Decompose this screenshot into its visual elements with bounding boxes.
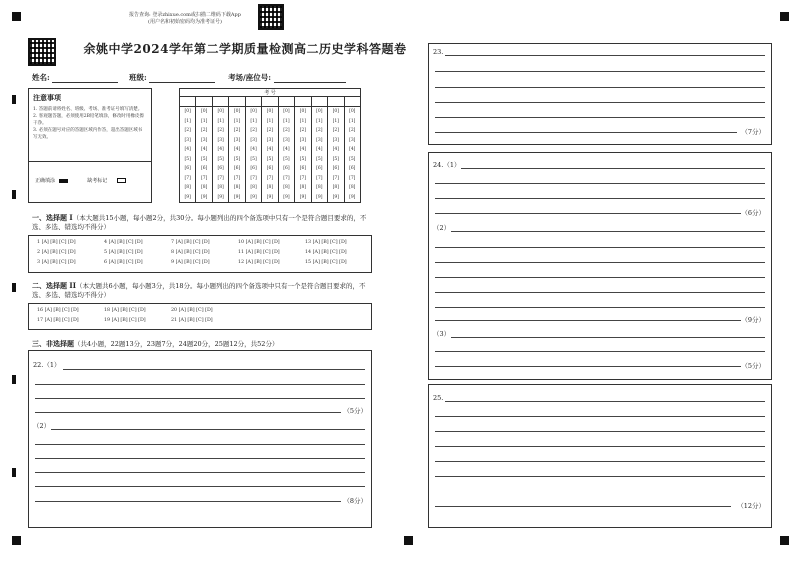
exam-digit-bubble[interactable]: [3]: [200, 137, 208, 143]
exam-digit-bubble[interactable]: [1]: [332, 118, 339, 124]
exam-digit-bubble[interactable]: [5]: [332, 156, 339, 162]
exam-digit-bubble[interactable]: [9]: [349, 194, 356, 200]
exam-digit-column: [180, 97, 196, 202]
exam-digit-bubble[interactable]: [4]: [184, 147, 191, 152]
corner-mark-bottom-center: [404, 536, 413, 545]
choice-question[interactable]: 10 [A] [B] [C] [D]: [238, 240, 280, 245]
exam-digit-write-cell[interactable]: [328, 98, 343, 107]
seat-field[interactable]: [274, 74, 346, 83]
exam-number-grid: [179, 88, 361, 203]
exam-digit-bubble[interactable]: [6]: [349, 166, 356, 171]
q23-label: 23.: [433, 48, 444, 56]
exam-digit-bubble[interactable]: [0]: [266, 109, 274, 114]
choice-question[interactable]: 5 [A] [B] [C] [D]: [104, 250, 143, 255]
q24-part2-score: （9分）: [741, 316, 765, 324]
exam-digit-bubble[interactable]: [1]: [266, 118, 274, 124]
exam-digit-bubble[interactable]: [6]: [332, 166, 339, 171]
exam-digit-bubble[interactable]: [8]: [283, 185, 290, 190]
section2-title: 二、选择题 II: [32, 281, 76, 290]
corner-mark-bottom-left: [12, 536, 21, 545]
section2-desc: （本大题共6小题，每小题3分，共18分。每小题列出的四个备选项中只有一个是符合题目要求的，不选、多选、错选均不得分）: [32, 282, 366, 299]
exam-digit-write-cell[interactable]: [279, 98, 294, 107]
exam-digit-bubble[interactable]: [3]: [332, 137, 339, 143]
section3-heading: [32, 339, 370, 349]
exam-digit-column: [229, 97, 245, 202]
choice-question[interactable]: 2 [A] [B] [C] [D]: [37, 250, 76, 255]
exam-digit-bubble[interactable]: [1]: [299, 118, 307, 124]
exam-digit-bubble[interactable]: [4]: [283, 147, 290, 152]
exam-digit-bubble[interactable]: [0]: [316, 109, 323, 114]
exam-digit-bubble[interactable]: [9]: [217, 194, 224, 200]
exam-digit-bubble[interactable]: [2]: [266, 128, 274, 133]
exam-digit-bubble[interactable]: [0]: [217, 109, 224, 114]
q24-answer-box[interactable]: [428, 152, 772, 380]
choice-question[interactable]: 19 [A] [B] [C] [D]: [104, 318, 146, 323]
exam-digit-bubble[interactable]: [9]: [266, 194, 274, 200]
exam-digit-bubble[interactable]: [4]: [200, 147, 208, 152]
side-mark: [12, 95, 16, 104]
option-row: [37, 306, 371, 316]
report-notice: [110, 12, 260, 26]
choice-question[interactable]: 21 [A] [B] [C] [D]: [171, 318, 213, 323]
exam-digit-column: [328, 97, 344, 202]
class-field[interactable]: [149, 74, 215, 83]
choice-question[interactable]: 4 [A] [B] [C] [D]: [104, 240, 143, 245]
student-info-row: [32, 72, 346, 83]
exam-digit-column: [246, 97, 262, 202]
exam-digit-write-cell[interactable]: [312, 98, 327, 107]
exam-digit-bubble[interactable]: [6]: [266, 166, 274, 171]
exam-digit-bubble[interactable]: [0]: [233, 109, 241, 114]
name-field[interactable]: [52, 74, 118, 83]
exam-digit-bubble[interactable]: [2]: [349, 128, 356, 133]
exam-digit-write-cell[interactable]: [213, 98, 228, 107]
exam-digit-bubble[interactable]: [1]: [316, 118, 323, 124]
option-row: [37, 316, 371, 326]
exam-digit-column: [279, 97, 295, 202]
exam-digit-bubble[interactable]: [8]: [184, 185, 191, 190]
seat-label: 考场/座位号:: [228, 73, 272, 82]
exam-digit-bubble[interactable]: [2]: [184, 128, 191, 133]
exam-digit-column: [196, 97, 212, 202]
q23-answer-box[interactable]: [428, 43, 772, 145]
exam-digit-bubble[interactable]: [1]: [250, 118, 257, 124]
choice-question[interactable]: 1 [A] [B] [C] [D]: [37, 240, 76, 245]
exam-digit-bubble[interactable]: [7]: [349, 175, 356, 181]
exam-digit-bubble[interactable]: [2]: [217, 128, 224, 133]
absent-mark-box[interactable]: [117, 178, 126, 183]
exam-digit-bubble[interactable]: [4]: [349, 147, 356, 152]
student-qr-code: [28, 38, 56, 66]
exam-digit-bubble[interactable]: [0]: [283, 109, 290, 114]
exam-digit-bubble[interactable]: [8]: [299, 185, 307, 190]
exam-digit-bubble[interactable]: [7]: [217, 175, 224, 181]
exam-digit-bubble[interactable]: [3]: [349, 137, 356, 143]
class-label: 班级:: [129, 73, 147, 82]
choice-question[interactable]: 14 [A] [B] [C] [D]: [305, 250, 347, 255]
exam-digit-bubble[interactable]: [6]: [233, 166, 241, 171]
exam-digit-bubble[interactable]: [2]: [332, 128, 339, 133]
option-row: [37, 238, 371, 248]
side-mark: [12, 190, 16, 199]
exam-digit-bubble[interactable]: [6]: [200, 166, 208, 171]
exam-digit-bubble[interactable]: [4]: [266, 147, 274, 152]
notes-item: 2. 客观题答题，必须使用2B铅笔填涂，修改时用橡皮擦干净。: [33, 114, 144, 126]
choice-question[interactable]: 8 [A] [B] [C] [D]: [171, 250, 210, 255]
q23-score: （7分）: [741, 128, 765, 136]
exam-digit-bubble[interactable]: [9]: [200, 194, 208, 200]
exam-digit-bubble[interactable]: [5]: [250, 156, 257, 162]
exam-digit-write-cell[interactable]: [345, 98, 360, 107]
notice-line-1: 报告查询: 登录zhixue.com或扫描二维码下载App: [129, 12, 241, 18]
exam-digit-bubble[interactable]: [5]: [299, 156, 307, 162]
exam-digit-bubble[interactable]: [5]: [200, 156, 208, 162]
q22-part2-label: （2）: [33, 422, 51, 430]
exam-digit-write-cell[interactable]: [229, 98, 244, 107]
exam-digit-column: [262, 97, 278, 202]
section1-title: 一、选择题 I: [32, 213, 73, 222]
exam-digit-bubble[interactable]: [1]: [217, 118, 224, 124]
corner-mark-bottom-right: [780, 536, 789, 545]
exam-digit-bubble[interactable]: [8]: [217, 185, 224, 190]
exam-digit-bubble[interactable]: [6]: [283, 166, 290, 171]
exam-digit-bubble[interactable]: [0]: [299, 109, 307, 114]
notice-line-2: (用户名和初始密码均为准考证号): [148, 19, 222, 25]
exam-digit-bubble[interactable]: [1]: [233, 118, 241, 124]
exam-digit-bubble[interactable]: [9]: [283, 194, 290, 200]
exam-digit-bubble[interactable]: [2]: [316, 128, 323, 133]
exam-digit-bubble[interactable]: [4]: [316, 147, 323, 152]
exam-digit-column: [345, 97, 360, 202]
choice-question[interactable]: 18 [A] [B] [C] [D]: [104, 308, 146, 313]
exam-digit-bubble[interactable]: [9]: [233, 194, 241, 200]
exam-digit-bubble[interactable]: [9]: [316, 194, 323, 200]
q24-label: 24.（1）: [433, 161, 461, 169]
fill-example: [35, 177, 126, 185]
exam-digit-bubble[interactable]: [3]: [283, 137, 290, 143]
choice-question[interactable]: 11 [A] [B] [C] [D]: [238, 250, 280, 255]
exam-digit-bubble[interactable]: [9]: [332, 194, 339, 200]
exam-digit-bubble[interactable]: [7]: [283, 175, 290, 181]
exam-digit-write-cell[interactable]: [246, 98, 261, 107]
exam-digit-bubble[interactable]: [5]: [217, 156, 224, 162]
exam-digit-bubble[interactable]: [5]: [349, 156, 356, 162]
correct-fill-label: 正确填涂: [35, 178, 56, 184]
exam-digit-bubble[interactable]: [7]: [316, 175, 323, 181]
exam-number-header: 考 号: [180, 89, 360, 97]
section3-desc: （共4小题，22题13分，23题7分，24题20分，25题12分，共52分）: [74, 340, 279, 348]
exam-digit-bubble[interactable]: [1]: [349, 118, 356, 124]
exam-digit-bubble[interactable]: [4]: [299, 147, 307, 152]
exam-digit-bubble[interactable]: [8]: [349, 185, 356, 190]
exam-digit-bubble[interactable]: [6]: [217, 166, 224, 171]
exam-digit-bubble[interactable]: [7]: [266, 175, 274, 181]
q22-answer-box[interactable]: [28, 350, 372, 528]
exam-digit-column: [213, 97, 229, 202]
exam-digit-bubble[interactable]: [4]: [332, 147, 339, 152]
notes-title: 注意事项: [33, 93, 61, 102]
correct-fill-sample: [59, 179, 68, 183]
exam-digit-bubble[interactable]: [2]: [233, 128, 241, 133]
exam-digit-bubble[interactable]: [5]: [266, 156, 274, 162]
notes-item: 3. 必须在题号对应的答题区域内作答，超出答题区域书写无效。: [33, 128, 143, 140]
page-title: 余姚中学2024学年第二学期质量检测高二历史学科答题卷: [83, 42, 407, 56]
exam-digit-write-cell[interactable]: [295, 98, 310, 107]
exam-number-digits: [180, 97, 360, 202]
q25-label: 25.: [433, 394, 444, 402]
choice-question[interactable]: 9 [A] [B] [C] [D]: [171, 260, 210, 265]
choice-question[interactable]: 3 [A] [B] [C] [D]: [37, 260, 76, 265]
exam-digit-bubble[interactable]: [5]: [184, 156, 191, 162]
exam-digit-bubble[interactable]: [6]: [299, 166, 307, 171]
exam-digit-bubble[interactable]: [6]: [250, 166, 257, 171]
exam-digit-bubble[interactable]: [3]: [299, 137, 307, 143]
q22-label: 22.（1）: [33, 361, 61, 369]
q25-score: （12分）: [737, 502, 765, 510]
notes-box: [28, 88, 152, 203]
exam-digit-bubble[interactable]: [3]: [266, 137, 274, 143]
exam-digit-bubble[interactable]: [5]: [283, 156, 290, 162]
option-row: [37, 258, 371, 268]
side-mark: [12, 283, 16, 292]
q22-part2-score: （8分）: [343, 497, 367, 505]
q24-part3-label: （3）: [433, 330, 451, 338]
exam-digit-bubble[interactable]: [8]: [233, 185, 241, 190]
choice-question[interactable]: 12 [A] [B] [C] [D]: [238, 260, 280, 265]
exam-digit-bubble[interactable]: [0]: [200, 109, 208, 114]
exam-digit-bubble[interactable]: [0]: [250, 109, 257, 114]
exam-digit-bubble[interactable]: [0]: [349, 109, 356, 114]
corner-mark-top-right: [780, 12, 789, 21]
q24-part1-score: （6分）: [741, 209, 765, 217]
exam-digit-bubble[interactable]: [4]: [250, 147, 257, 152]
exam-digit-bubble[interactable]: [8]: [266, 185, 274, 190]
absent-mark-label: 缺考标记: [87, 178, 108, 184]
choice-question[interactable]: 16 [A] [B] [C] [D]: [37, 308, 79, 313]
exam-digit-bubble[interactable]: [9]: [299, 194, 307, 200]
exam-digit-bubble[interactable]: [3]: [184, 137, 191, 143]
exam-digit-bubble[interactable]: [2]: [283, 128, 290, 133]
exam-digit-bubble[interactable]: [7]: [299, 175, 307, 181]
choice-question[interactable]: 7 [A] [B] [C] [D]: [171, 240, 210, 245]
exam-digit-bubble[interactable]: [6]: [184, 166, 191, 171]
exam-digit-bubble[interactable]: [0]: [332, 109, 339, 114]
exam-digit-bubble[interactable]: [3]: [316, 137, 323, 143]
notes-item: 1. 答题前请将姓名、班级、考场、准考证号填写清楚。: [33, 107, 143, 112]
exam-digit-bubble[interactable]: [4]: [233, 147, 241, 152]
choice-question[interactable]: 6 [A] [B] [C] [D]: [104, 260, 143, 265]
exam-digit-bubble[interactable]: [9]: [184, 194, 191, 200]
choice-question[interactable]: 13 [A] [B] [C] [D]: [305, 240, 347, 245]
exam-digit-bubble[interactable]: [6]: [316, 166, 323, 171]
exam-digit-bubble[interactable]: [2]: [200, 128, 208, 133]
exam-digit-write-cell[interactable]: [196, 98, 211, 107]
exam-digit-bubble[interactable]: [1]: [200, 118, 208, 124]
corner-mark-top-left: [12, 12, 21, 21]
exam-digit-bubble[interactable]: [7]: [233, 175, 241, 181]
section2-options: [28, 303, 372, 330]
choice-question[interactable]: 17 [A] [B] [C] [D]: [37, 318, 79, 323]
option-row: [37, 248, 371, 258]
exam-digit-bubble[interactable]: [2]: [299, 128, 307, 133]
app-qr-code: [258, 4, 284, 30]
exam-digit-bubble[interactable]: [0]: [184, 109, 191, 114]
choice-question[interactable]: 20 [A] [B] [C] [D]: [171, 308, 213, 313]
exam-digit-bubble[interactable]: [3]: [217, 137, 224, 143]
exam-digit-column: [312, 97, 328, 202]
exam-digit-bubble[interactable]: [2]: [250, 128, 257, 133]
exam-digit-bubble[interactable]: [3]: [233, 137, 241, 143]
q25-answer-box[interactable]: [428, 384, 772, 528]
exam-digit-bubble[interactable]: [7]: [200, 175, 208, 181]
section2-heading: [32, 281, 370, 300]
exam-digit-bubble[interactable]: [7]: [184, 175, 191, 181]
exam-digit-bubble[interactable]: [1]: [283, 118, 290, 124]
exam-digit-column: [295, 97, 311, 202]
exam-digit-bubble[interactable]: [5]: [316, 156, 323, 162]
name-label: 姓名:: [32, 73, 50, 82]
q24-part3-score: （5分）: [741, 362, 765, 370]
side-mark: [12, 375, 16, 384]
q22-part1-score: （5分）: [343, 407, 367, 415]
exam-digit-bubble[interactable]: [8]: [332, 185, 339, 190]
exam-digit-write-cell[interactable]: [262, 98, 277, 107]
q24-part2-label: （2）: [433, 224, 451, 232]
exam-digit-bubble[interactable]: [8]: [316, 185, 323, 190]
section3-title: 三、非选择题: [32, 339, 74, 348]
exam-digit-bubble[interactable]: [1]: [184, 118, 191, 124]
exam-digit-bubble[interactable]: [7]: [332, 175, 339, 181]
exam-digit-bubble[interactable]: [9]: [250, 194, 257, 200]
exam-digit-bubble[interactable]: [5]: [233, 156, 241, 162]
choice-question[interactable]: 15 [A] [B] [C] [D]: [305, 260, 347, 265]
exam-digit-bubble[interactable]: [8]: [200, 185, 208, 190]
section1-heading: [32, 213, 370, 232]
exam-digit-bubble[interactable]: [7]: [250, 175, 257, 181]
exam-digit-bubble[interactable]: [4]: [217, 147, 224, 152]
exam-digit-write-cell[interactable]: [180, 98, 195, 107]
side-mark: [12, 468, 16, 477]
exam-digit-bubble[interactable]: [8]: [250, 185, 257, 190]
section1-options: [28, 235, 372, 273]
section1-desc: （本大题共15小题，每小题2分，共30分。每小题列出的四个备选项中只有一个是符合题目要求的，不选、多选、错选均不得分）: [32, 214, 367, 231]
exam-digit-bubble[interactable]: [3]: [250, 137, 257, 143]
